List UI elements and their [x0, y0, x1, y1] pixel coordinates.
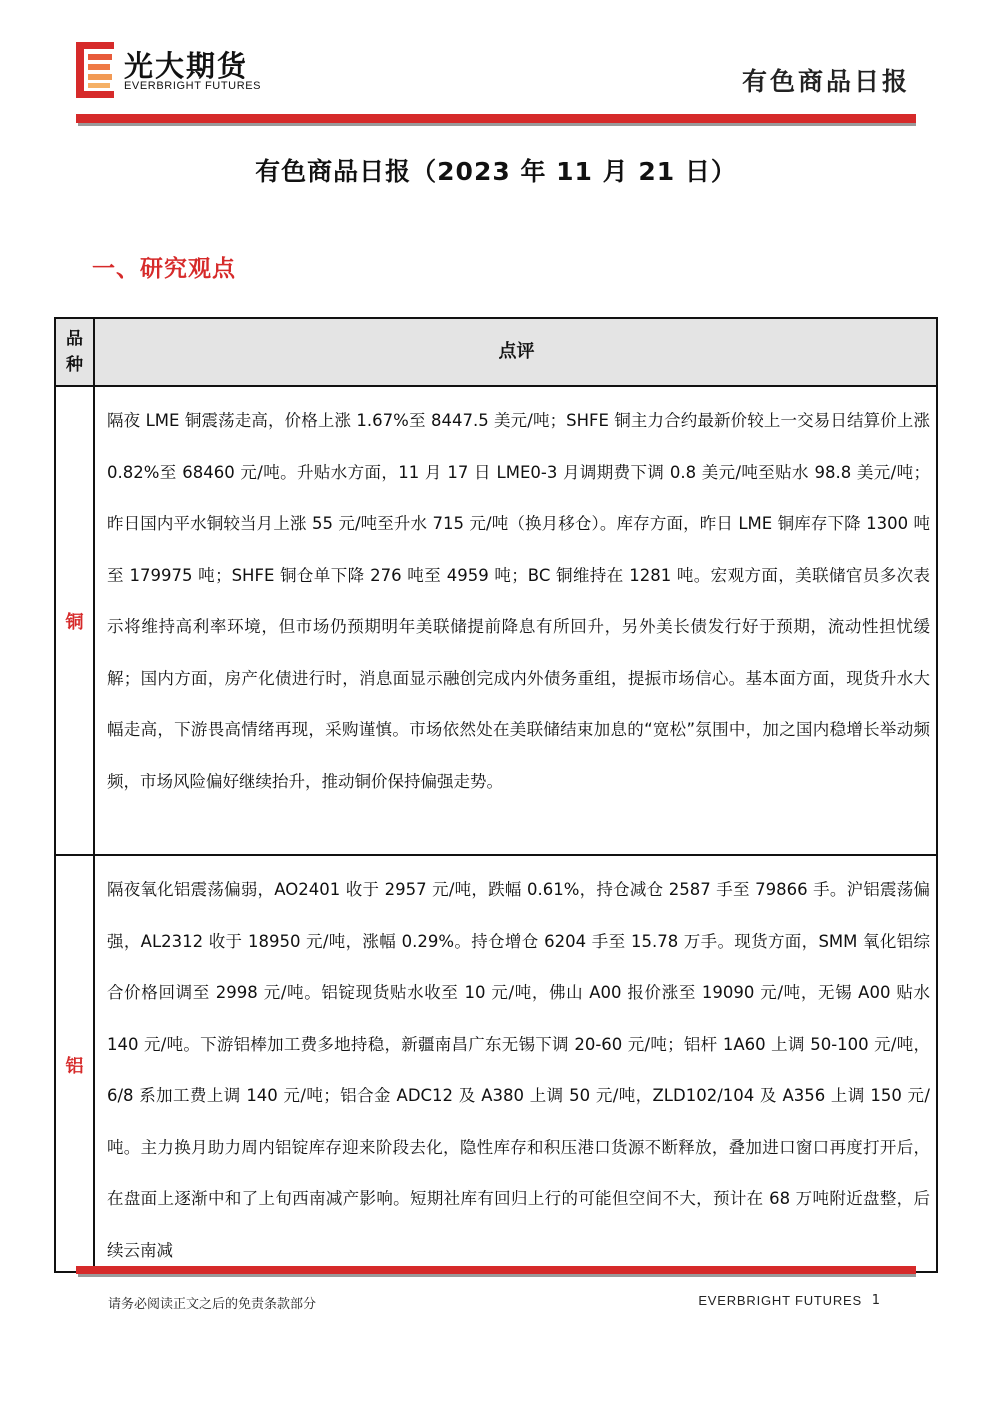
comment-text-aluminum: 隔夜氧化铝震荡偏弱，AO2401 收于 2957 元/吨，跌幅 0.61%，持仓减仓 2587 手至 79866 手。沪铝震荡偏强，AL2312 收于 18950 元/吨，涨幅 0.29%。持仓增仓 6204 手至 15.78 万手。现货方面，SMM 氧化铝综合价格回调至 2998 元/吨。铝锭现货贴水收至 10 元/吨，佛山 A00 报价涨至 19090 元/吨，无锡 A00 贴水 140 元/吨。下游铝棒加工费多地持稳，新疆南昌广东无锡下调 20-60 元/吨；铝杆 1A60 上调 50-100 元/吨，6/8 系加工费上调 140 元/吨；铝合金 ADC12 及 A380 上调 50 元/吨，ZLD102/104 及 A356 上调 150 元/吨。主力换月助力周内铝锭库存迎来阶段去化，隐性库存和积压港口货源不断释放，叠加进口窗口再度打开后，在盘面上逐渐中和了上旬西南减产影响。短期社库有回归上行的可能但空间不大，预计在 68 万吨附近盘整，后续云南减	[107, 880, 930, 1260]
header-divider	[76, 114, 916, 123]
everbright-logo-icon	[76, 42, 116, 98]
comment-text-copper: 隔夜 LME 铜震荡走高，价格上涨 1.67%至 8447.5 美元/吨；SHFE 铜主力合约最新价较上一交易日结算价上涨 0.82%至 68460 元/吨。升贴水方面，11 月 17 日 LME0-3 月调期费下调 0.8 美元/吨至贴水 98.8 美元/吨；昨日国内平水铜较当月上涨 55 元/吨至升水 715 元/吨（换月移仓）。库存方面，昨日 LME 铜库存下降 1300 吨至 179975 吨；SHFE 铜仓单下降 276 吨至 4959 吨；BC 铜维持在 1281 吨。宏观方面，美联储官员多次表示将维持高利率环境，但市场仍预期明年美联储提前降息有所回升，另外美长债发行好于预期，流动性担忧缓解；国内方面，房产化债进行时，消息面显示融创完成内外债务重组，提振市场信心。基本面方面，现货升水大幅走高，下游畏高情绪再现，采购谨慎。市场依然处在美联储结束加息的“宽松”氛围中，加之国内稳增长举动频频，市场风险偏好继续抬升，推动铜价保持偏强走势。	[107, 411, 930, 791]
table-header-variety-line2: 种	[66, 355, 83, 375]
table-header	[56, 319, 936, 387]
footer-divider-shadow	[78, 1274, 916, 1277]
table-header-variety-line1: 品	[66, 329, 83, 349]
variety-label-copper: 铜	[56, 387, 95, 854]
report-title: 有色商品日报	[741, 67, 910, 96]
research-table	[54, 317, 938, 1273]
footer-company: EVERBRIGHT FUTURES	[698, 1293, 862, 1308]
header-divider-shadow	[78, 123, 916, 126]
table-row-aluminum	[56, 856, 936, 1273]
page-header	[0, 0, 992, 130]
table-header-variety	[56, 319, 95, 385]
footer-disclaimer: 请务必阅读正文之后的免责条款部分	[108, 1297, 317, 1312]
variety-label-aluminum: 铝	[56, 856, 95, 1273]
page-number: 1	[871, 1293, 880, 1308]
table-header-comment: 点评	[498, 341, 535, 362]
company-logo-text: 光大期货	[124, 49, 249, 83]
document-title: 有色商品日报（2023 年 11 月 21 日）	[255, 157, 737, 186]
footer-divider	[76, 1266, 916, 1274]
table-row-copper	[56, 387, 936, 856]
section-heading: 一、研究观点	[92, 256, 236, 282]
company-logo-english: EVERBRIGHT FUTURES	[124, 80, 262, 92]
